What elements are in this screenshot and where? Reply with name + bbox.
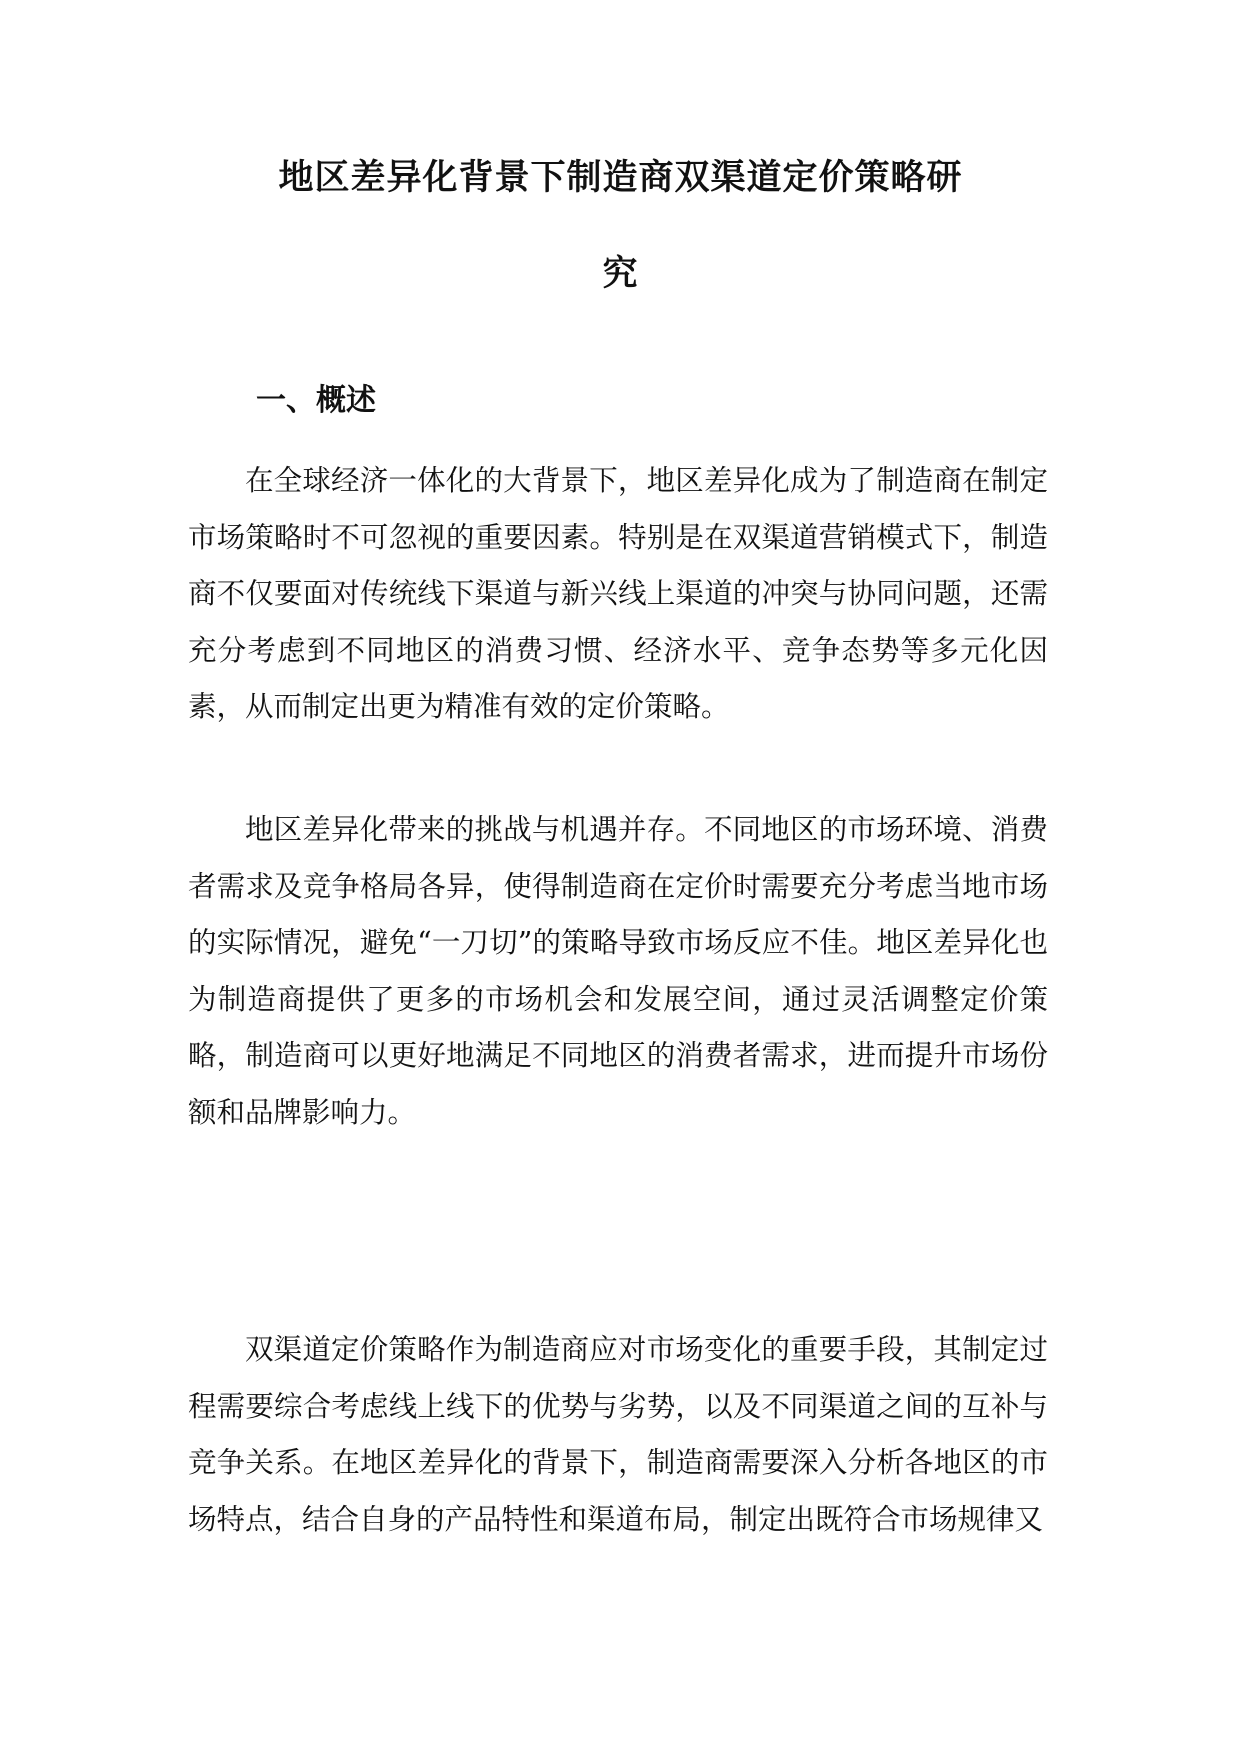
paragraph-3: 双渠道定价策略作为制造商应对市场变化的重要手段，其制定过程需要综合考虑线上线下的优势与劣势，以及不同渠道之间的互补与竞争关系。在地区差异化的背景下，制造商需要深入分析各地区的市场特点，结合自身的产品特性和渠道布局，制定出既符合市场规律又: [188, 1333, 1048, 1536]
paragraph-1: 在全球经济一体化的大背景下，地区差异化成为了制造商在制定市场策略时不可忽视的重要因素。特别是在双渠道营销模式下，制造商不仅要面对传统线下渠道与新兴线上渠道的冲突与协同问题，还需充分考虑到不同地区的消费习惯、经济水平、竞争态势等多元化因素，从而制定出更为精准有效的定价策略。: [188, 464, 1048, 723]
section-heading: 一、概述: [256, 383, 376, 418]
document-title-line-1: 地区差异化背景下制造商双渠道定价策略研: [278, 158, 963, 198]
document-title-line-2: 究: [602, 254, 639, 294]
paragraph-2: 地区差异化带来的挑战与机遇并存。不同地区的市场环境、消费者需求及竞争格局各异，使得制造商在定价时需要充分考虑当地市场的实际情况，避免“一刀切”的策略导致市场反应不佳。地区差异化也为制造商提供了更多的市场机会和发展空间，通过灵活调整定价策略，制造商可以更好地满足不同地区的消费者需求，进而提升市场份额和品牌影响力。: [188, 813, 1048, 1129]
